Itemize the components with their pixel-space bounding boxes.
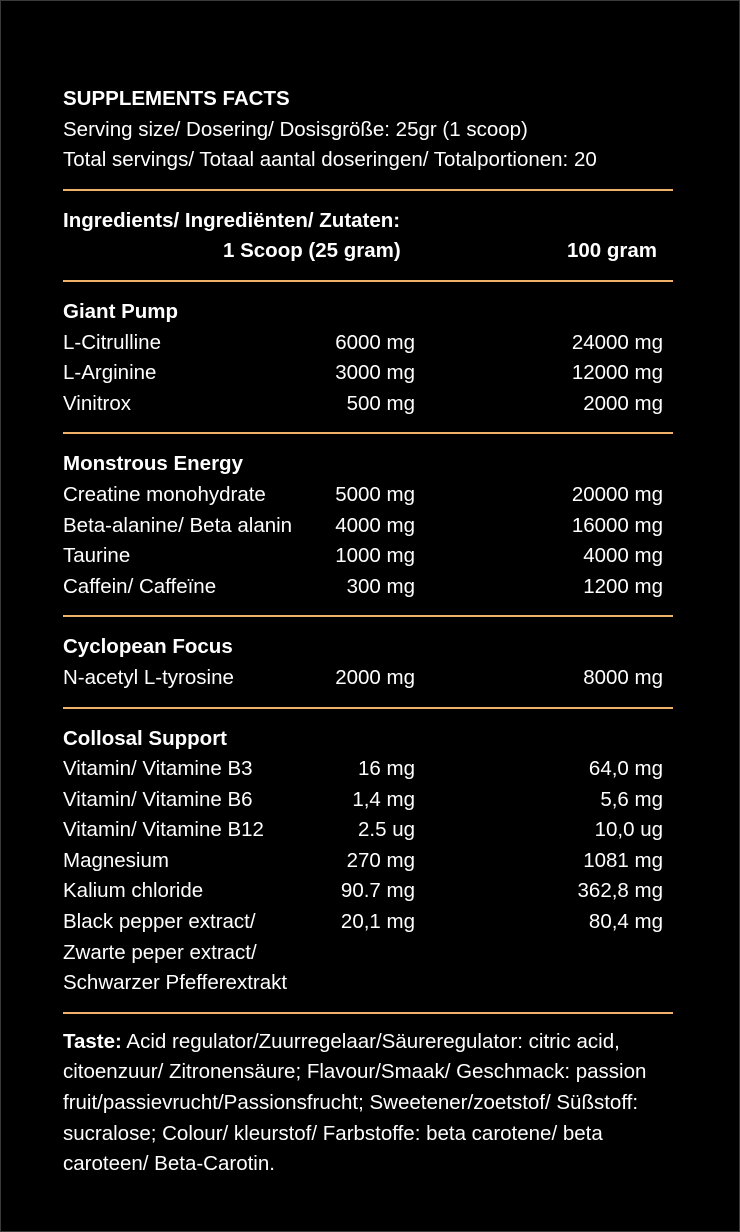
serving-size: Serving size/ Dosering/ Dosisgröße: 25gr (1 scoop) [63,117,528,141]
section-title: Collosal Support [63,726,227,750]
supplement-facts-panel [63,84,673,1180]
amount-per-100g: 80,4 mg [588,910,663,934]
panel-title: SUPPLEMENTS FACTS [63,87,290,110]
amount-per-100g: 1081 mg [583,848,663,872]
ingredient-row [63,328,673,359]
section-title: Cyclopean Focus [63,635,233,659]
ingredient-row [63,785,673,816]
amount-per-100g: 10,0 ug [594,818,663,842]
column-header-100g: 100 gram [566,239,657,263]
ingredient-row [63,663,673,694]
amount-per-100g: 2000 mg [583,391,663,415]
amount-per-scoop: 3000 mg [335,361,415,385]
amount-per-scoop: 1,4 mg [352,787,415,811]
ingredient-name: Vitamin/ Vitamine B12 [63,818,264,842]
ingredient-row [63,815,673,846]
column-header-scoop: 1 Scoop (25 gram) [223,239,401,263]
ingredient-name: Black pepper extract/ [63,910,256,934]
amount-per-100g: 8000 mg [583,665,663,689]
ingredient-name: Magnesium [63,848,169,872]
amount-per-scoop: 4000 mg [335,513,415,537]
ingredient-row [63,754,673,785]
ingredient-name: Zwarte peper extract/ [63,940,257,964]
amount-per-scoop: 500 mg [346,391,415,415]
ingredient-name: Schwarzer Pfefferextrakt [63,971,288,995]
amount-per-scoop: 90.7 mg [340,879,415,903]
ingredient-row [63,541,673,572]
ingredient-row [63,907,673,938]
amount-per-scoop: 2.5 ug [358,818,415,842]
ingredient-name: Vinitrox [63,391,131,415]
amount-per-scoop: 5000 mg [335,482,415,506]
taste-text: Acid regulator/Zuurregelaar/Säureregulator: citric acid, citoenzuur/ Zitronensäure; Flavour/Smaak/ Geschmack: passion fruit/passievrucht/Passionsfrucht; Sweetener/zoetstof/ Süßstoff: sucralose; Colour/ kleurstof/ Farbstoffe: beta carotene/ beta caroteen/ Beta-Carotin. [63,1029,647,1176]
ingredient-row [63,511,673,542]
amount-per-100g: 5,6 mg [600,787,663,811]
ingredient-name: Creatine monohydrate [63,482,266,506]
ingredient-sections [63,267,673,999]
amount-per-100g: 1200 mg [583,574,663,598]
amount-per-scoop: 6000 mg [335,330,415,354]
ingredient-row [63,480,673,511]
taste-info [63,1027,673,1180]
amount-per-scoop: 1000 mg [335,544,415,568]
ingredient-row [63,968,673,999]
ingredient-name: Vitamin/ Vitamine B6 [63,787,253,811]
amount-per-100g: 362,8 mg [577,879,663,903]
taste-label: Taste: [63,1029,122,1053]
amount-per-scoop: 16 mg [358,757,415,781]
ingredients-label: Ingredients/ Ingrediënten/ Zutaten: [63,208,401,232]
ingredient-name: L-Citrulline [63,330,161,354]
ingredient-row [63,846,673,877]
amount-per-scoop: 270 mg [346,848,415,872]
amount-per-scoop: 2000 mg [335,665,415,689]
ingredient-row [63,938,673,969]
column-headers [63,236,673,267]
total-servings: Total servings/ Totaal aantal doseringen/ Totalportionen: 20 [63,148,597,172]
ingredient-name: Vitamin/ Vitamine B3 [63,757,253,781]
ingredient-row [63,389,673,420]
amount-per-100g: 4000 mg [583,544,663,568]
ingredient-name: Kalium chloride [63,879,204,903]
ingredient-name: Taurine [63,544,131,568]
amount-per-100g: 16000 mg [571,513,663,537]
section-title: Giant Pump [63,299,179,323]
ingredient-row [63,572,673,603]
amount-per-100g: 64,0 mg [588,757,663,781]
amount-per-100g: 20000 mg [571,482,663,506]
ingredient-name: N-acetyl L-tyrosine [63,665,234,689]
ingredient-row [63,358,673,389]
ingredient-name: Beta-alanine/ Beta alanin [63,513,293,537]
amount-per-scoop: 20,1 mg [340,910,415,934]
amount-per-scoop: 300 mg [346,574,415,598]
section-title: Monstrous Energy [63,452,243,476]
amount-per-100g: 24000 mg [571,330,663,354]
ingredient-name: L-Arginine [63,361,157,385]
ingredient-name: Caffein/ Caffeïne [63,574,217,598]
amount-per-100g: 12000 mg [571,361,663,385]
ingredient-row [63,876,673,907]
